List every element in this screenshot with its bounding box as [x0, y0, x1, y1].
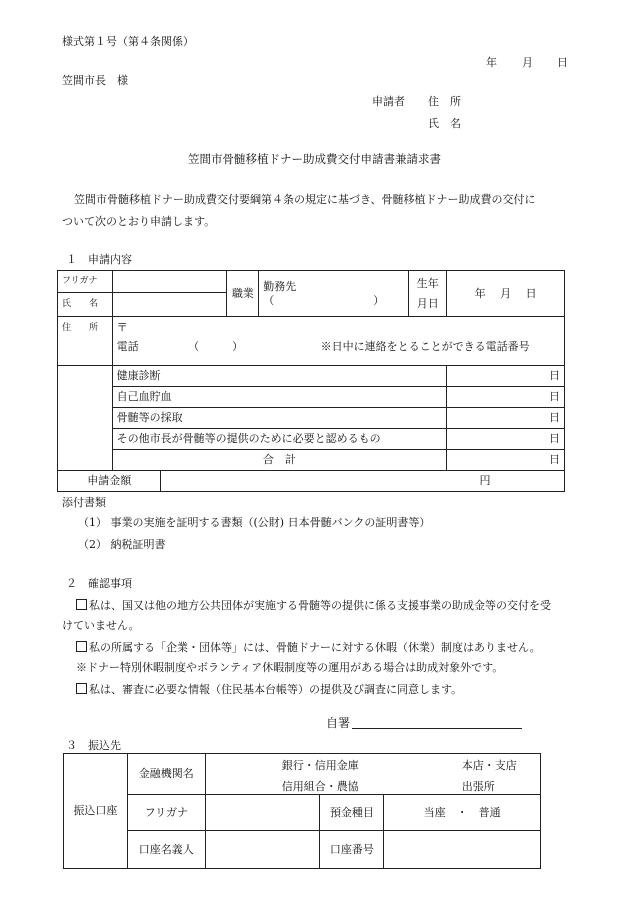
name-label: 氏 名 — [58, 293, 113, 317]
date-month-label: 月 — [522, 56, 533, 69]
institution-label: 金融機関名 — [127, 754, 205, 795]
occupation-label: 職業 — [227, 271, 259, 317]
amount-label: 申請金額 — [58, 471, 161, 492]
confirm-item-3 — [76, 683, 462, 695]
signature-label: 自署 — [326, 716, 351, 730]
item-label-3: その他市長が骨髄等の提供のために必要と認めるもの — [112, 429, 447, 450]
item-label-2: 骨髄等の採取 — [112, 408, 447, 429]
confirm-item-2-text: 私の所属する「企業・団体等」には、骨髄ドナーに対する休暇（休業）制度はありません。 — [89, 641, 541, 654]
section2-heading: ２ 確認事項 — [66, 577, 132, 590]
item-days-3[interactable]: 日 — [447, 429, 565, 450]
birthdate-label-line1: 生年 — [416, 277, 439, 291]
confirm-note: ※ドナー特別休暇制度やボランティア休暇制度等の運用がある場合は助成対象外です。 — [76, 661, 504, 674]
furigana-label: フリガナ — [58, 271, 113, 293]
deposit-type-field[interactable]: 当座 ・ 普通 — [384, 795, 541, 831]
item-days-0[interactable]: 日 — [447, 366, 565, 387]
institution-field[interactable] — [205, 754, 540, 795]
intro-text-line1: 笠間市骨髄移植ドナー助成費交付要綱第４条の規定に基づき、骨髄移植ドナー助成費の交付に — [74, 193, 536, 206]
account-holder-field[interactable] — [205, 831, 320, 869]
section3-heading: ３ 振込先 — [66, 739, 121, 752]
item-days-2[interactable]: 日 — [447, 408, 565, 429]
applicant-table — [57, 270, 565, 471]
total-label: 合 計 — [112, 450, 447, 471]
signature-area[interactable] — [326, 716, 522, 729]
checkbox-2[interactable] — [76, 641, 87, 652]
workplace-field[interactable]: 勤務先（ ） — [259, 271, 409, 317]
signature-line[interactable] — [352, 716, 522, 729]
address-phone-field[interactable] — [112, 317, 564, 366]
document-title: 笠間市骨髄移植ドナー助成費交付申請書兼請求書 — [188, 152, 441, 166]
total-days[interactable]: 日 — [447, 450, 565, 471]
account-number-field[interactable] — [384, 831, 541, 869]
birthdate-label-line2: 月日 — [416, 296, 439, 310]
phone-label: 電話 （ ） — [116, 340, 244, 354]
confirm-item-2 — [76, 641, 541, 653]
confirm-item-1 — [76, 599, 551, 611]
form-number: 様式第１号（第４条関係） — [62, 35, 194, 48]
confirm-item-1-cont: けていません。 — [62, 619, 140, 632]
postal-mark: 〒 — [116, 321, 128, 334]
attachment-item-1: （1） 事業の実施を証明する書類（(公財) 日本骨髄バンクの証明書等） — [78, 516, 431, 529]
item-label-0: 健康診断 — [112, 366, 447, 387]
address-label: 住 所 — [58, 317, 113, 366]
confirm-item-3-text: 私は、審査に必要な情報（住民基本台帳等）の提供及び調査に同意します。 — [89, 683, 463, 696]
item-label-1: 自己血貯血 — [112, 387, 447, 408]
activity-blank-label — [58, 366, 113, 471]
bank-furigana-label: フリガナ — [127, 795, 205, 831]
checkbox-1[interactable] — [76, 599, 87, 610]
birthdate-field[interactable]: 年 月 日 — [447, 271, 565, 317]
item-days-1[interactable]: 日 — [447, 387, 565, 408]
section1-heading: １ 申請内容 — [66, 253, 132, 266]
addressee: 笠間市長 様 — [62, 74, 128, 87]
confirm-item-1-text: 私は、国又は他の地方公共団体が実施する骨髄等の提供に係る支援事業の助成金等の交付を受 — [89, 599, 551, 612]
checkbox-3[interactable] — [76, 683, 87, 694]
deposit-type-label: 預金種目 — [320, 795, 384, 831]
account-holder-label: 口座名義人 — [127, 831, 205, 869]
date-day-label: 日 — [557, 56, 568, 69]
branch-type-options-1: 本店・支店 — [461, 759, 517, 772]
applicant-address-label: 住 所 — [428, 95, 461, 108]
amount-field[interactable]: 円 — [161, 471, 565, 492]
date-year-label: 年 — [486, 56, 497, 69]
institution-type-options-2: 信用組合・農協 — [281, 780, 359, 793]
applicant-name-label: 氏 名 — [428, 117, 461, 130]
birthdate-label — [409, 271, 447, 317]
applicant-label: 申請者 — [372, 95, 405, 108]
attachment-item-2: （2） 納税証明書 — [78, 538, 166, 551]
bank-table — [63, 753, 541, 869]
intro-text-line2: ついて次のとおり申請します。 — [62, 215, 216, 228]
institution-type-options-1: 銀行・信用金庫 — [281, 759, 359, 772]
account-number-label: 口座番号 — [320, 831, 384, 869]
phone-note: ※日中に連絡をとることができる電話番号 — [320, 340, 530, 354]
attachments-heading: 添付書類 — [62, 496, 106, 509]
bank-furigana-field[interactable] — [205, 795, 320, 831]
name-field[interactable] — [112, 293, 227, 317]
account-label: 振込口座 — [64, 754, 128, 869]
amount-table — [57, 470, 565, 492]
branch-type-options-2: 出張所 — [461, 780, 495, 793]
furigana-field[interactable] — [112, 271, 227, 293]
